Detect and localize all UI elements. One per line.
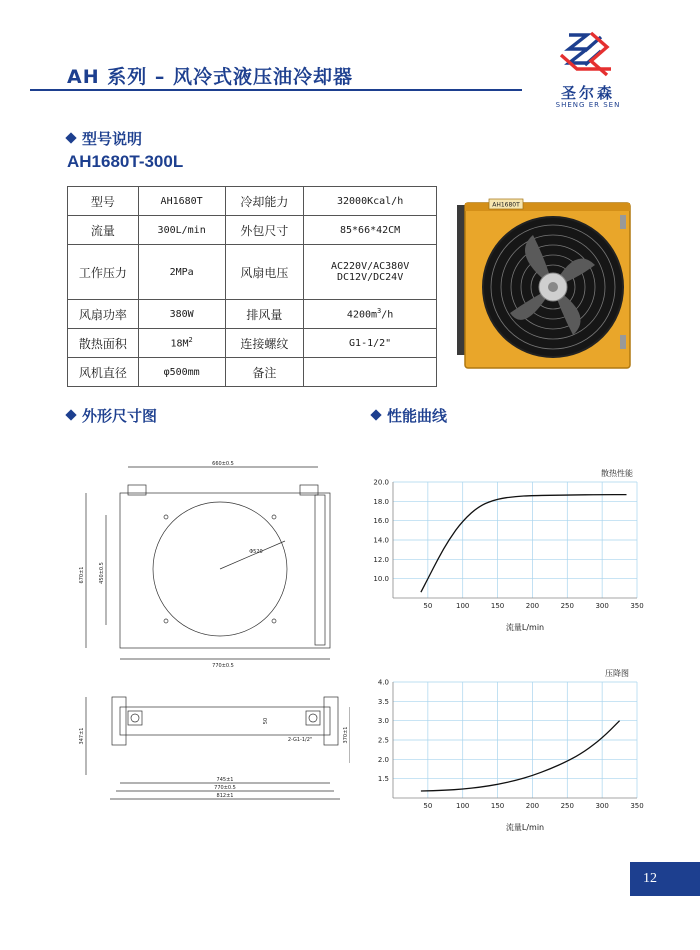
table-cell: 冷却能力 [225, 187, 304, 216]
table-cell: 32000Kcal/h [304, 187, 437, 216]
front-view-bracket [300, 485, 318, 495]
dim-label: Φ520 [249, 549, 263, 555]
y-tick-label: 3.5 [377, 697, 389, 706]
front-view-bracket [128, 485, 146, 495]
dim-label: 50 [263, 717, 269, 725]
bolt-hole [164, 515, 168, 519]
y-tick-label: 10.0 [373, 575, 389, 584]
dim-label: 770±0.5 [212, 663, 234, 669]
chart-title: 散热性能 [601, 469, 633, 478]
dim-label: 670±1 [79, 566, 85, 584]
table-row [68, 358, 437, 387]
table-row [68, 187, 437, 216]
table-cell: 散热面积 [68, 329, 139, 358]
y-tick-label: 2.5 [377, 736, 389, 745]
dimension-section-heading: 外形尺寸图 [67, 405, 157, 426]
page-number: 12 [630, 862, 700, 896]
y-tick-label: 16.0 [373, 517, 389, 526]
diamond-bullet-icon [65, 132, 76, 143]
table-row [68, 329, 437, 358]
x-tick-label: 100 [456, 602, 470, 610]
model-code: AH1680T-300L [67, 152, 184, 171]
table-row [68, 216, 437, 245]
pressure-drop-chart [355, 662, 650, 842]
x-tick-label: 350 [630, 602, 644, 610]
x-tick-label: 50 [423, 602, 433, 610]
chart-title: 压降图 [605, 669, 629, 678]
table-cell: 风机直径 [68, 358, 139, 387]
table-cell: 排风量 [225, 300, 304, 329]
side-view-port-hole [131, 714, 139, 722]
x-tick-label: 100 [456, 802, 470, 810]
dim-label: 745±1 [216, 777, 234, 783]
page-title: AH 系列 – 风冷式液压油冷却器 [67, 66, 353, 88]
table-cell: $4200m^3/h$ [304, 300, 437, 329]
table-cell: 型号 [68, 187, 139, 216]
voltage-dc: DC12V/DC24V [337, 272, 404, 283]
dim-label: 450±0.5 [99, 562, 105, 584]
header-rule [30, 89, 522, 91]
table-cell: φ500mm [138, 358, 225, 387]
x-tick-label: 200 [525, 602, 540, 610]
x-tick-label: 150 [490, 802, 505, 810]
fan-center [548, 282, 558, 292]
table-cell: 备注 [225, 358, 304, 387]
dim-label: 812±1 [216, 793, 234, 799]
y-tick-label: 3.0 [377, 717, 389, 726]
table-cell: 300L/min [138, 216, 225, 245]
y-tick-label: 14.0 [373, 536, 389, 545]
side-view-flange [112, 697, 126, 745]
table-cell: 2MPa [138, 245, 225, 300]
table-cell: 连接螺纹 [225, 329, 304, 358]
front-view-body [120, 493, 330, 648]
x-axis-label: 流量L/min [505, 823, 545, 832]
heat-dissipation-chart [355, 462, 650, 642]
table-cell: 风扇电压 [225, 245, 304, 300]
x-tick-label: 250 [560, 602, 574, 610]
dimension-drawing [60, 445, 350, 825]
x-tick-label: 300 [595, 602, 609, 610]
y-tick-label: 12.0 [373, 555, 389, 564]
fan-radius-line [220, 541, 285, 569]
y-tick-label: 20.0 [373, 478, 389, 487]
x-tick-label: 200 [525, 802, 540, 810]
outlet-port [620, 215, 626, 229]
dim-label: 2-G1-1/2" [287, 737, 313, 743]
logo-chinese-name: 圣尔森 [560, 84, 615, 102]
bolt-hole [164, 619, 168, 623]
front-view-side [315, 495, 325, 645]
logo-mark-icon [561, 33, 611, 75]
side-view-port [306, 711, 320, 725]
table-cell: 外包尺寸 [225, 216, 304, 245]
series-line [421, 721, 620, 791]
performance-section-heading: 性能曲线 [372, 405, 447, 426]
table-cell: $18M^2$ [138, 329, 225, 358]
y-tick-label: 18.0 [373, 497, 389, 506]
y-tick-label: 4.0 [377, 678, 389, 687]
side-view-body [120, 707, 330, 735]
inlet-port [620, 335, 626, 349]
model-section-heading: 型号说明 [67, 128, 142, 149]
bolt-hole [272, 619, 276, 623]
y-tick-label: 2.0 [377, 755, 389, 764]
dim-label: 370±1 [343, 726, 349, 744]
nameplate-text: AH1680T [492, 201, 520, 209]
bolt-hole [272, 515, 276, 519]
voltage-ac: AC220V/AC380V [330, 261, 410, 272]
table-cell: 流量 [68, 216, 139, 245]
table-cell [304, 358, 437, 387]
side-view-flange [324, 697, 338, 745]
side-view-port [128, 711, 142, 725]
table-cell: AH1680T [138, 187, 225, 216]
dim-label: 660±0.5 [212, 461, 234, 467]
table-cell [304, 245, 437, 300]
product-photo [455, 185, 640, 370]
table-cell: 工作压力 [68, 245, 139, 300]
diamond-bullet-icon [370, 409, 381, 420]
table-row [68, 245, 437, 300]
side-view-port-hole [309, 714, 317, 722]
y-tick-label: 1.5 [377, 775, 389, 784]
x-tick-label: 350 [630, 802, 644, 810]
logo-english-name: SHENG ER SEN [555, 101, 621, 109]
x-tick-label: 150 [490, 602, 505, 610]
series-line [421, 495, 627, 593]
spec-table [67, 186, 437, 387]
table-cell: 380W [138, 300, 225, 329]
dim-label: 347±1 [79, 727, 85, 745]
dim-label: 770±0.5 [214, 785, 236, 791]
diamond-bullet-icon [65, 409, 76, 420]
x-tick-label: 50 [423, 802, 433, 810]
x-tick-label: 250 [560, 802, 574, 810]
table-cell: 85*66*42CM [304, 216, 437, 245]
x-tick-label: 300 [595, 802, 609, 810]
table-cell: G1-1/2" [304, 329, 437, 358]
table-row [68, 300, 437, 329]
table-cell: 风扇功率 [68, 300, 139, 329]
x-axis-label: 流量L/min [505, 623, 545, 632]
